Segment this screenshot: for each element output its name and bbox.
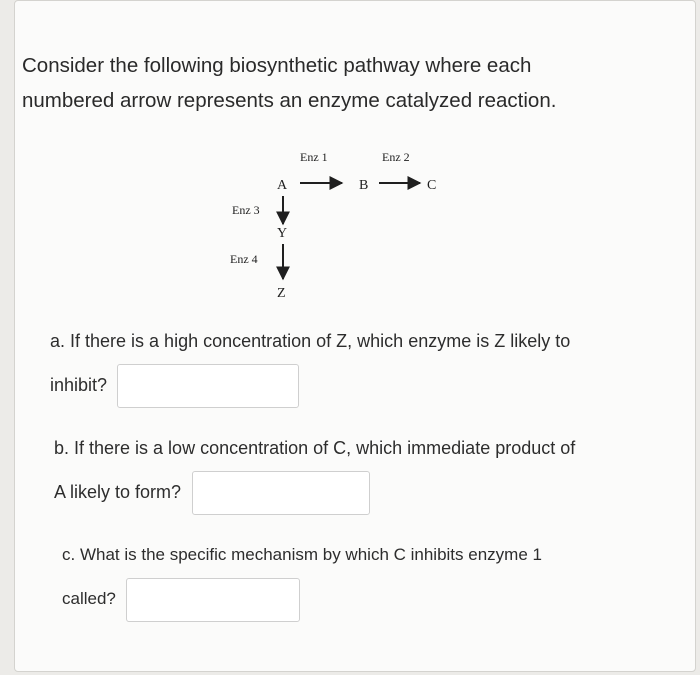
enz1-label: Enz 1 — [300, 150, 328, 164]
answer-c-input[interactable] — [126, 578, 300, 622]
question-b — [54, 426, 575, 515]
question-a-line-2-text: inhibit? — [50, 375, 108, 395]
question-b-line-2 — [54, 470, 575, 515]
node-a: A — [277, 178, 288, 193]
node-b: B — [359, 178, 369, 193]
question-c-line-2 — [62, 577, 542, 622]
question-a-line-1: a. If there is a high concentration of Z, which enzyme is Z likely to — [50, 331, 571, 351]
question-a-line-2 — [50, 363, 570, 408]
intro-line-1: Consider the following biosynthetic pathway where each — [22, 54, 532, 77]
answer-b-input[interactable] — [192, 471, 370, 515]
node-y: Y — [277, 226, 288, 241]
intro-line-2: numbered arrow represents an enzyme catalyzed reaction. — [22, 89, 557, 112]
question-c-line-2-text: called? — [62, 589, 116, 608]
question-c-line-1: c. What is the specific mechanism by which C inhibits enzyme 1 — [62, 545, 542, 564]
answer-a-input[interactable] — [117, 364, 299, 408]
enz3-label: Enz 3 — [232, 203, 260, 217]
enz2-label: Enz 2 — [382, 150, 410, 164]
enz4-label: Enz 4 — [230, 252, 258, 266]
question-c — [62, 533, 542, 622]
question-b-line-2-text: A likely to form? — [54, 482, 182, 502]
node-z: Z — [277, 286, 286, 301]
question-a — [50, 319, 570, 408]
question-b-line-1: b. If there is a low concentration of C, which immediate product of — [54, 438, 576, 458]
node-c: C — [427, 178, 437, 193]
